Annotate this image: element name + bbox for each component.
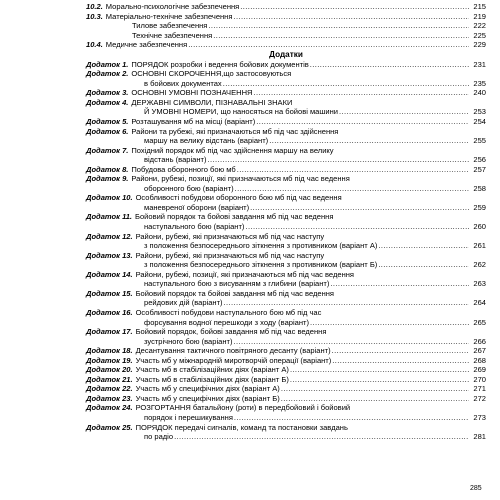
appendix-entry <box>86 193 486 203</box>
dot-leader <box>250 203 469 213</box>
table-of-contents <box>86 0 486 442</box>
entry-title: Райони та рубежі, які призначаються мб під час здійснення <box>131 126 339 136</box>
appendix-entry <box>86 88 486 98</box>
entry-title: РОЗГОРТАННЯ батальйону (роти) в передбойовий і бойовий <box>135 403 351 413</box>
appendix-entry <box>86 117 486 127</box>
entry-title: ДЕРЖАВНІ СИМВОЛИ, ПІЗНАВАЛЬНІ ЗНАКИ <box>131 97 293 107</box>
toc-entry <box>86 2 486 12</box>
entry-number: Додаток 6. <box>86 126 129 136</box>
appendix-entry <box>86 232 486 242</box>
entry-number: Додаток 20. <box>86 365 133 375</box>
appendix-entry <box>86 69 486 79</box>
entry-number: Додаток 23. <box>86 393 133 403</box>
entry-page-number: 270 <box>473 374 486 384</box>
dot-leader <box>330 279 469 289</box>
appendix-entry-continuation <box>86 318 486 328</box>
entry-title: ОСНОВНІ СКОРОЧЕННЯ,що застосовуються <box>131 69 292 79</box>
entry-number: Додаток 14. <box>86 269 133 279</box>
entry-title: рейдових дій (варіант) <box>144 298 223 308</box>
section-heading: Додатки <box>269 49 303 59</box>
entry-title: порядок і перешикування <box>144 412 233 422</box>
entry-number: Додаток 8. <box>86 164 129 174</box>
appendix-entry <box>86 60 486 70</box>
entry-title: ПОРЯДОК розробки і ведення бойових документів <box>131 59 309 69</box>
entry-title: Й УМОВНІ НОМЕРИ, що наносяться на бойові машини <box>144 107 339 117</box>
entry-page-number: 253 <box>473 107 486 117</box>
entry-number: Додаток 5. <box>86 117 129 127</box>
entry-title: по радіо <box>144 432 174 442</box>
appendix-entry <box>86 98 486 108</box>
dot-leader <box>234 413 469 423</box>
dot-leader <box>213 31 469 41</box>
toc-subentry <box>86 31 486 41</box>
dot-leader <box>224 298 469 308</box>
appendix-entry-continuation <box>86 279 486 289</box>
entry-number: Додаток 12. <box>86 231 133 241</box>
appendix-entry-continuation <box>86 298 486 308</box>
entry-page-number: 261 <box>473 241 486 251</box>
entry-page-number: 225 <box>473 30 486 40</box>
appendix-entry <box>86 394 486 404</box>
dot-leader <box>223 79 469 89</box>
appendix-entry-continuation <box>86 337 486 347</box>
appendix-entry <box>86 308 486 318</box>
appendix-entry-continuation <box>86 136 486 146</box>
entry-number: Додаток 3. <box>86 88 129 98</box>
appendix-entry-continuation <box>86 79 486 89</box>
appendix-entry <box>86 375 486 385</box>
dot-leader <box>188 40 469 50</box>
entry-page-number: 231 <box>473 59 486 69</box>
entry-title: маршу на велику відстань (варіант) <box>144 136 269 146</box>
entry-title: зустрічного бою (варіант) <box>144 336 233 346</box>
appendix-entry <box>86 127 486 137</box>
entry-number: 10.3. <box>86 11 103 21</box>
appendix-entry-continuation <box>86 413 486 423</box>
entry-number: Додаток 17. <box>86 327 133 337</box>
appendix-entry <box>86 174 486 184</box>
dot-leader <box>245 222 469 232</box>
entry-page-number: 267 <box>473 346 486 356</box>
entry-page-number: 256 <box>473 155 486 165</box>
entry-page-number: 263 <box>473 279 486 289</box>
entry-page-number: 272 <box>473 393 486 403</box>
appendix-entry <box>86 212 486 222</box>
entry-page-number: 268 <box>473 355 486 365</box>
entry-title: форсування водної перешкоди з ходу (варіант) <box>144 317 309 327</box>
dot-leader <box>310 318 469 328</box>
entry-title: Розташування мб на місці (варіант) <box>131 117 256 127</box>
dot-leader <box>240 2 469 12</box>
entry-page-number: 255 <box>473 136 486 146</box>
entry-title: з положення безпосереднього зіткнення з противником (варіант Б) <box>144 260 378 270</box>
dot-leader <box>281 384 469 394</box>
appendix-entry <box>86 365 486 375</box>
appendix-entry <box>86 384 486 394</box>
entry-number: Додаток 10. <box>86 193 133 203</box>
entry-title: Особливості побудови наступального бою мб під час <box>135 307 322 317</box>
dot-leader <box>233 12 469 22</box>
appendix-entry-continuation <box>86 260 486 270</box>
entry-title: Побудова оборонного бою мб <box>131 164 236 174</box>
entry-title: Матеріально-технічне забезпечення <box>105 11 233 21</box>
toc-subentry <box>86 21 486 31</box>
entry-page-number: 260 <box>473 222 486 232</box>
entry-title: Морально-психологічне забезпечення <box>105 2 240 11</box>
appendix-entry <box>86 165 486 175</box>
entry-number: Додаток 18. <box>86 346 133 356</box>
entry-number: Додаток 21. <box>86 374 133 384</box>
dot-leader <box>290 365 469 375</box>
entry-number: Додаток 7. <box>86 145 129 155</box>
toc-entry <box>86 40 486 50</box>
appendix-entry-continuation <box>86 222 486 232</box>
toc-top-entries <box>86 0 486 50</box>
entry-page-number: 229 <box>473 40 486 50</box>
dot-leader <box>253 88 469 98</box>
entry-number: Додаток 16. <box>86 307 133 317</box>
entry-page-number: 262 <box>473 260 486 270</box>
toc-entry <box>86 12 486 22</box>
appendix-entry-continuation <box>86 432 486 442</box>
appendix-entry-continuation <box>86 241 486 251</box>
appendix-entry <box>86 356 486 366</box>
appendix-entry-continuation <box>86 203 486 213</box>
entry-title: маневреної оборони (варіант) <box>144 202 250 212</box>
dot-leader <box>332 346 469 356</box>
entry-title: в бойових документах <box>144 78 222 88</box>
entry-number: Додаток 19. <box>86 355 133 365</box>
entry-page-number: 215 <box>473 2 486 11</box>
appendix-entry <box>86 346 486 356</box>
entry-title: Райони, рубежі, позиції, які призначаються мб під час ведення <box>131 174 350 184</box>
entry-page-number: 240 <box>473 88 486 98</box>
entry-title: Участь мб у специфічних діях (варіант А) <box>135 384 280 394</box>
entry-number: Додаток 1. <box>86 59 129 69</box>
dot-leader <box>378 260 469 270</box>
entry-number: 10.4. <box>86 40 103 50</box>
entry-title: ПОРЯДОК передачі сигналів, команд та постановки завдань <box>135 422 348 432</box>
entry-page-number: 219 <box>473 11 486 21</box>
appendix-entry <box>86 403 486 413</box>
dot-leader <box>378 241 469 251</box>
dot-leader <box>339 107 469 117</box>
dot-leader <box>235 184 469 194</box>
entry-title: Медичне забезпечення <box>105 40 188 50</box>
dot-leader <box>290 375 469 385</box>
entry-title: наступального бою (варіант) <box>144 222 245 232</box>
entry-number: Додаток 11. <box>86 212 132 222</box>
dot-leader <box>208 21 469 31</box>
entry-title: Технічне забезпечення <box>132 30 213 40</box>
dot-leader <box>174 432 469 442</box>
entry-title: Участь мб у міжнародній миротворчій операції (варіант) <box>135 355 332 365</box>
entry-number: Додаток 13. <box>86 250 133 260</box>
toc-appendix-list <box>86 60 486 442</box>
entry-title: Похідний порядок мб під час здійснення маршу на велику <box>131 145 334 155</box>
entry-title: оборонного бою (варіант) <box>144 183 234 193</box>
entry-page-number: 265 <box>473 317 486 327</box>
appendix-entry <box>86 327 486 337</box>
entry-page-number: 264 <box>473 298 486 308</box>
dot-leader <box>332 356 469 366</box>
entry-title: відстань (варіант) <box>144 155 207 165</box>
entry-title: Участь мб в стабілізаційних діях (варіант А) <box>135 365 289 375</box>
entry-title: Бойовий порядок, бойові завдання мб під час ведення <box>135 327 327 337</box>
entry-number: Додаток 2. <box>86 69 129 79</box>
entry-title: Райони, рубежі, які призначаються мб під час наступу <box>135 231 325 241</box>
appendix-entry <box>86 251 486 261</box>
entry-title: Бойовий порядок та бойові завдання мб під час ведення <box>135 288 334 298</box>
entry-title: наступального бою з висуванням з глибини (варіант) <box>144 279 330 289</box>
entry-page-number: 257 <box>473 164 486 174</box>
entry-number: Додаток 15. <box>86 288 133 298</box>
entry-title: з положення безпосереднього зіткнення з противником (варіант А) <box>144 241 378 251</box>
entry-page-number: 235 <box>473 78 486 88</box>
page-number: 285 <box>470 485 482 492</box>
entry-number: Додаток 24. <box>86 403 133 413</box>
entry-number: Додаток 22. <box>86 384 133 394</box>
dot-leader <box>269 136 469 146</box>
entry-page-number: 281 <box>473 432 486 442</box>
appendix-entry-continuation <box>86 155 486 165</box>
entry-title: Райони, рубежі, позиції, які призначаються мб під час ведення <box>135 269 354 279</box>
entry-title: Бойовий порядок та бойові завдання мб під час ведення <box>135 212 334 222</box>
dot-leader <box>237 165 469 175</box>
dot-leader <box>207 155 469 165</box>
dot-leader <box>281 394 469 404</box>
appendix-entry-continuation <box>86 107 486 117</box>
entry-page-number: 254 <box>473 117 486 127</box>
entry-title: Тилове забезпечення <box>132 21 208 31</box>
entry-title: Участь мб в стабілізаційних діях (варіант Б) <box>135 374 289 384</box>
entry-title: Десантування тактичного повітряного десанту (варіант) <box>135 346 331 356</box>
entry-page-number: 266 <box>473 336 486 346</box>
entry-number: Додаток 25. <box>86 422 133 432</box>
entry-title: ОСНОВНІ УМОВНІ ПОЗНАЧЕННЯ <box>131 88 253 98</box>
dot-leader <box>256 117 469 127</box>
entry-title: Райони, рубежі, які призначаються мб під час наступу <box>135 250 325 260</box>
entry-number: Додаток 9. <box>86 174 129 184</box>
entry-page-number: 271 <box>473 384 486 394</box>
entry-page-number: 273 <box>473 412 486 422</box>
entry-title: Особливості побудови оборонного бою мб під час ведення <box>135 193 342 203</box>
entry-title: Участь мб у специфічних діях (варіант Б) <box>135 393 280 403</box>
entry-page-number: 259 <box>473 202 486 212</box>
entry-page-number: 222 <box>473 21 486 31</box>
appendix-entry-continuation <box>86 184 486 194</box>
entry-page-number: 269 <box>473 365 486 375</box>
entry-number: Додаток 4. <box>86 97 129 107</box>
appendix-entry <box>86 423 486 433</box>
dot-leader <box>310 60 469 70</box>
entry-page-number: 258 <box>473 183 486 193</box>
entry-number: 10.2. <box>86 2 103 11</box>
appendix-entry <box>86 146 486 156</box>
appendix-entry <box>86 289 486 299</box>
appendix-entry <box>86 270 486 280</box>
dot-leader <box>233 337 469 347</box>
